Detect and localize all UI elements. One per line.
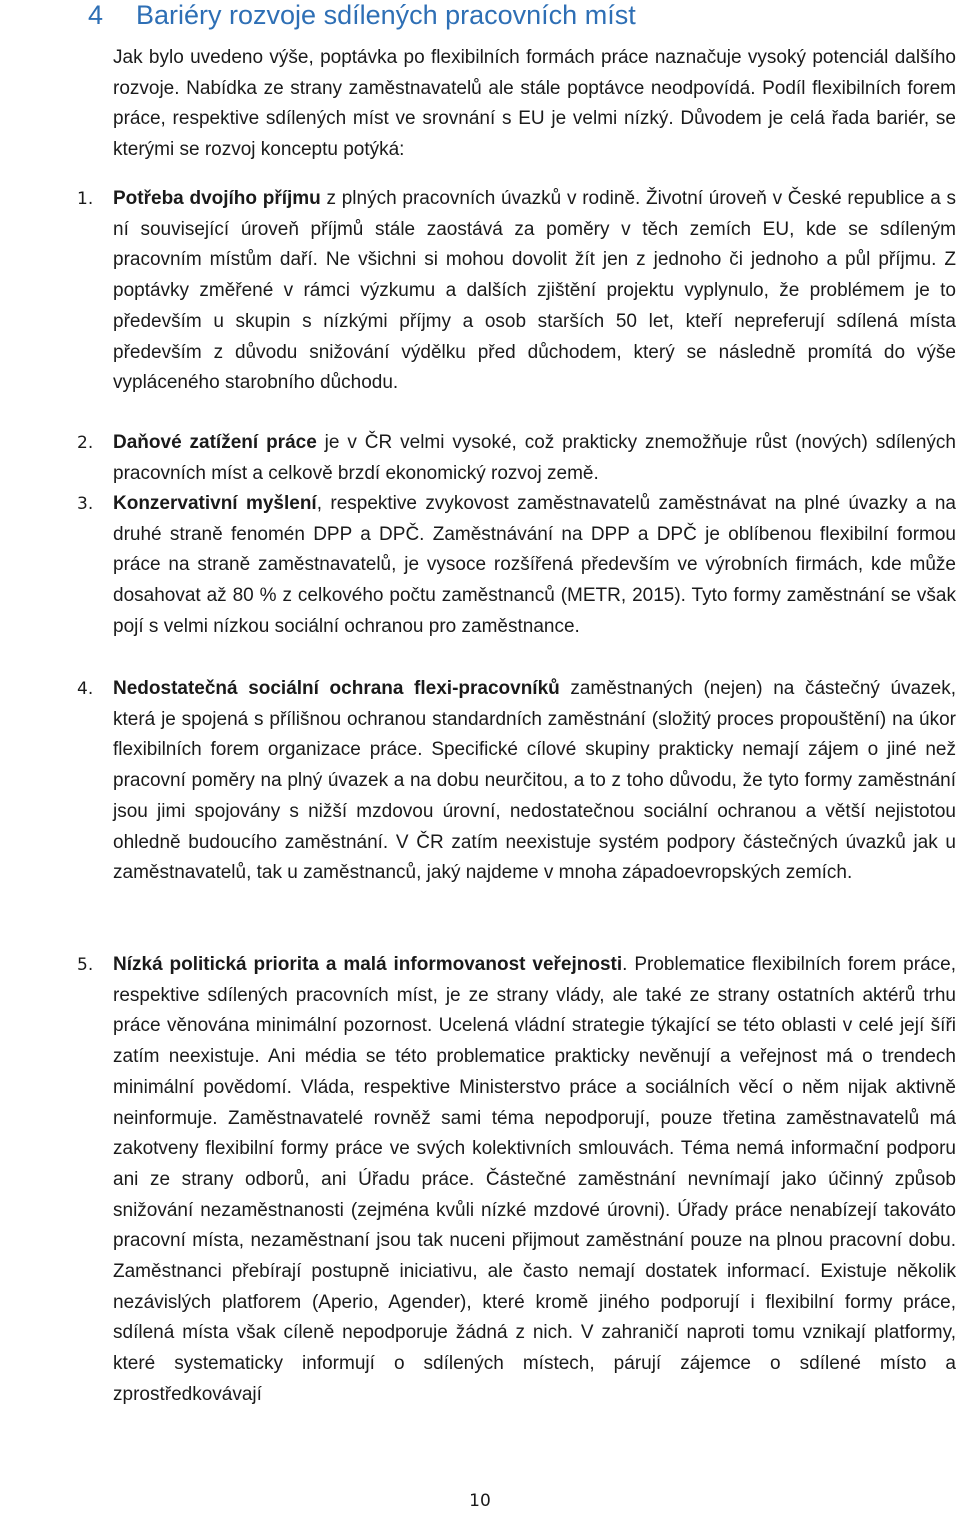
list-item-bold: Nedostatečná sociální ochrana flexi-pracovníků xyxy=(113,678,560,699)
list-item-text xyxy=(113,184,956,399)
section-title: Bariéry rozvoje sdílených pracovních míst xyxy=(136,0,636,30)
list-item-bold: Daňové zatížení práce xyxy=(113,432,317,453)
list-item-rest: . Problematice flexibilních forem práce, respektive sdílených pracovních míst, je ze strany vlády, ale také ze strany ostatních aktérů trhu práce věnována minimální pozornost. Ucelená vládní strategie týkající se této oblasti v celé její šíři zatím neexistuje. Ani média se této problematice prakticky nevěnují a veřejnost má o trendech minimální povědomí. Vláda, respektive Ministerstvo práce a sociálních věcí o něm nijak aktivně neinformuje. Zaměstnavatelé rovněž sami téma nepodporují, pouze třetina zaměstnavatelů má zakotveny flexibilní formy práce ve svých kolektivních smlouvách. Téma nemá informační podporu ani ze strany odborů, ani Úřadu práce. Částečné zaměstnání nevnímají jako účinný způsob snižování nezaměstnanosti (zejména kvůli nízké mzdové úrovni). Úřady práce nenabízejí takováto pracovní místa, nezaměstnaní jsou tak nuceni přijmout zaměstnání pouze na plnou pracovní dobu. Zaměstnanci přebírají postupně iniciativu, ale často nemají dostatek informací. Existuje několik nezávislých platforem (Aperio, Agender), které kromě jiného podporují i flexibilní formy práce, sdílená místa však cíleně nepodporuje žádná z nich. V zahraničí naproti tomu vznikají platformy, které systematicky informují o sdílených místech, párují zájemce o sdílené místo a zprostředkovávají xyxy=(113,954,956,1405)
list-item-rest: z plných pracovních úvazků v rodině. Životní úroveň v České republice a s ní související úroveň příjmů stále zaostává za poměry v těch zemích EU, kde se sdíleným pracovním místům daří. Ne všichni si mohou dovolit žít jen z jednoho či jednoho a půl příjmu. Z poptávky změřené v rámci výzkumu a dalších zjištění projektu vyplynulo, že problémem je to především u skupin s nízkými příjmy a osob starších 50 let, kteří nepreferují sdílená místa především z důvodu snižování výdělku před důchodem, který se následně promítá do výše vypláceného starobního důchodu. xyxy=(113,188,957,394)
list-item-number: 5. xyxy=(77,955,94,975)
list-item-rest: , respektive zvykovost zaměstnavatelů zaměstnávat na plné úvazky a na druhé straně fenomén DPP a DPČ. Zaměstnávání na DPP a DPČ je oblíbenou flexibilní formou práce na straně zaměstnavatelů, je vysoce rozšířená především ve výrobních firmách, kde může dosahovat až 80 % z celkového počtu zaměstnanců (METR, 2015). Tyto formy zaměstnání se však pojí s velmi nízkou sociální ochranou pro zaměstnance. xyxy=(113,493,956,637)
list-item-text xyxy=(113,674,956,889)
list-item-text xyxy=(113,489,956,643)
list-item-number: 1. xyxy=(77,189,94,209)
section-heading xyxy=(88,0,636,30)
list-item-number: 4. xyxy=(77,679,94,699)
list-item-bold: Konzervativní myšlení xyxy=(113,493,317,514)
intro-paragraph: Jak bylo uvedeno výše, poptávka po flexibilních formách práce naznačuje vysoký potenciál dalšího rozvoje. Nabídka ze strany zaměstnavatelů ale stále poptávce neodpovídá. Podíl flexibilních forem práce, respektive sdílených míst ve srovnání s EU je velmi nízký. Důvodem je celá řada bariér, se kterými se rozvoj konceptu potýká: xyxy=(113,47,956,161)
list-item-rest: je v ČR velmi vysoké, což prakticky znemožňuje růst (nových) sdílených pracovních míst a celkově brzdí ekonomický rozvoj země. xyxy=(113,432,956,484)
page-number: 10 xyxy=(469,1491,491,1511)
list-item-bold: Potřeba dvojího příjmu xyxy=(113,188,321,209)
section-number: 4 xyxy=(88,0,104,30)
list-item-text xyxy=(113,950,956,1411)
list-item-rest: zaměstnaných (nejen) na částečný úvazek, která je spojená s přílišnou ochranou standardních zaměstnání (složitý proces propouštění) na úkor flexibilních forem organizace práce. Specifické cílové skupiny prakticky nemají zájem o jiné než pracovní poměry na plný úvazek a na dobu neurčitou, a to z toho důvodu, že tyto formy zaměstnání jsou jimi spojovány s nižší mzdovou úrovní, nedostatečnou sociální ochranou a větší nejistotou ohledně budoucího zaměstnání. V ČR zatím neexistuje systém podpory částečných úvazků jak u zaměstnavatelů, tak u zaměstnanců, jaký najdeme v mnoha západoevropských zemích. xyxy=(113,678,956,884)
list-item-number: 2. xyxy=(77,433,94,453)
list-item-number: 3. xyxy=(77,494,94,514)
list-item-text xyxy=(113,428,956,489)
list-item-bold: Nízká politická priorita a malá informovanost veřejnosti xyxy=(113,954,623,975)
